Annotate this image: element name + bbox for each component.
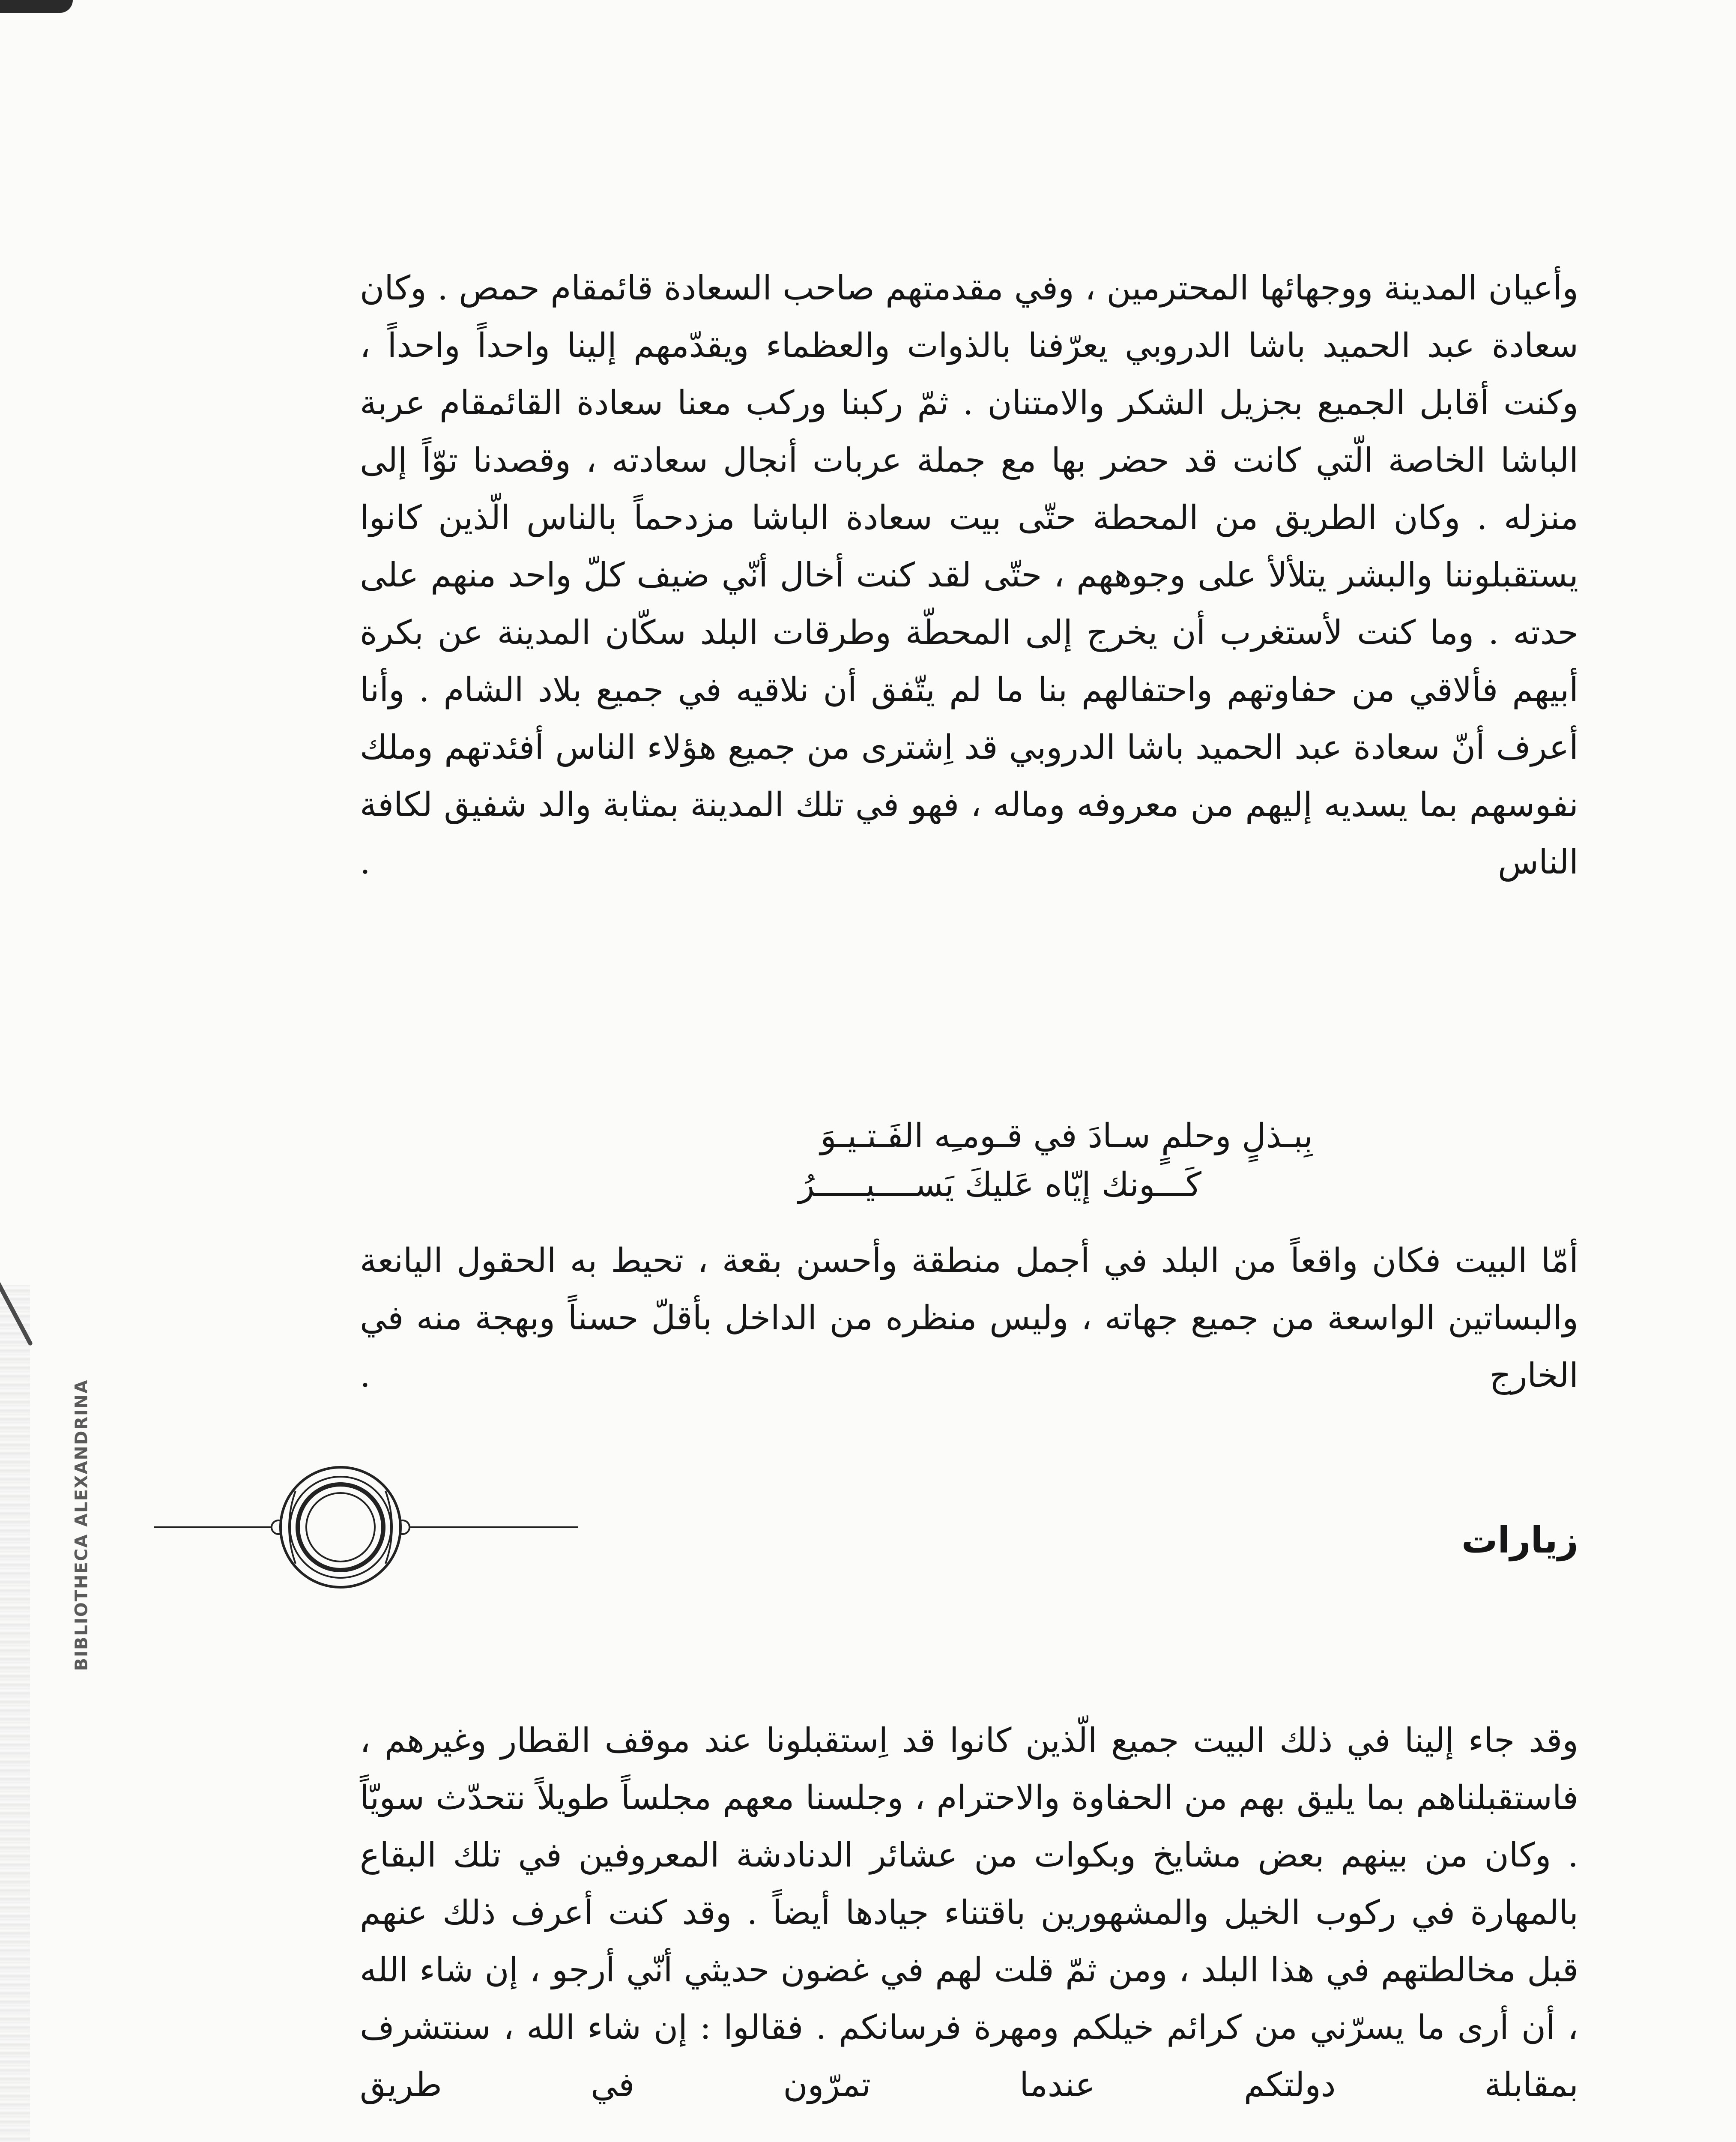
paragraph-2 [360, 1232, 1578, 1404]
scan-edge-shading [0, 1285, 30, 2142]
section-ornament-icon [154, 1465, 578, 1589]
verse-line-1: بِبـذلٍ وحلمٍ سـادَ في قـومـِه الفَـتـيـوَ [820, 1117, 1313, 1155]
scan-corner-mark [0, 0, 73, 13]
library-stamp-text: BIBLIOTHECA ALEXANDRINA [71, 1379, 91, 1671]
paragraph-1-text: وأعيان المدينة ووجهائها المحترمين ، وفي مقدمتهم صاحب السعادة قائمقام حمص . وكان سعادة عبد الحميد باشا الدروبي يعرّفنا بالذوات والعظماء ويقدّمهم إلينا واحداً واحداً ، وكنت أقابل الجميع بجزيل الشكر والامتنان . ثمّ ركبنا وركب معنا سعادة القائمقام عربة الباشا الخاصة الّتي كانت قد حضر بها مع جملة عربات أنجال سعادته ، وقصدنا توّاً إلى منزله . وكان الطريق من المحطة حتّى بيت سعادة الباشا مزدحماً بالناس الّذين كانوا يستقبلوننا والبشر يتلألأ على وجوههم ، حتّى لقد كنت أخال أنّي ضيف كلّ واحد منهم على حدته . وما كنت لأستغرب أن يخرج إلى المحطّة وطرقات البلد سكّان المدينة عن بكرة أبيهم فألاقي من حفاوتهم واحتفالهم بنا ما لم يتّفق أن نلاقيه في جميع بلاد الشام . وأنا أعرف أنّ سعادة عبد الحميد باشا الدروبي قد اِشترى من جميع هؤلاء الناس أفئدتهم وملك نفوسهم بما يسديه إليهم من معروفه وماله ، فهو في تلك المدينة بمثابة والد شفيق لكافة الناس . [360, 269, 1579, 882]
section-heading: زيارات [1461, 1519, 1578, 1561]
library-stamp [64, 1345, 99, 1705]
paragraph-3 [360, 1712, 1578, 2114]
paragraph-3-text: وقد جاء إلينا في ذلك البيت جميع الّذين كانوا قد اِستقبلونا عند موقف القطار وغيرهم ، فاستقبلناهم بما يليق بهم من الحفاوة والاحترام ، وجلسنا معهم مجلساً طويلاً نتحدّث سويّاً . وكان من بينهم بعض مشايخ وبكوات من عشائر الدنادشة المعروفين في تلك البقاع بالمهارة في ركوب الخيل والمشهورين باقتناء جيادها أيضاً . وقد كنت أعرف ذلك عنهم قبل مخالطتهم في هذا البلد ، ومن ثمّ قلت لهم في غضون حديثي أنّي أرجو ، إن شاء الله ، أن أرى ما يسرّني من كرائم خيلكم ومهرة فرسانكم . فقالوا : إن شاء الله ، سنتشرف بمقابلة دولتكم عندما تمرّون في طريق [360, 1721, 1578, 2104]
paragraph-2-text: أمّا البيت فكان واقعاً من البلد في أجمل منطقة وأحسن بقعة ، تحيط به الحقول اليانعة والبساتين الواسعة من جميع جهاته ، وليس منظره من الداخل بأقلّ حسناً وبهجة منه في الخارج . [360, 1242, 1578, 1395]
verse-line-2: كَـــونك إيّاه عَليكَ يَســــيـــــرُ [798, 1166, 1201, 1204]
paragraph-1 [360, 260, 1578, 891]
